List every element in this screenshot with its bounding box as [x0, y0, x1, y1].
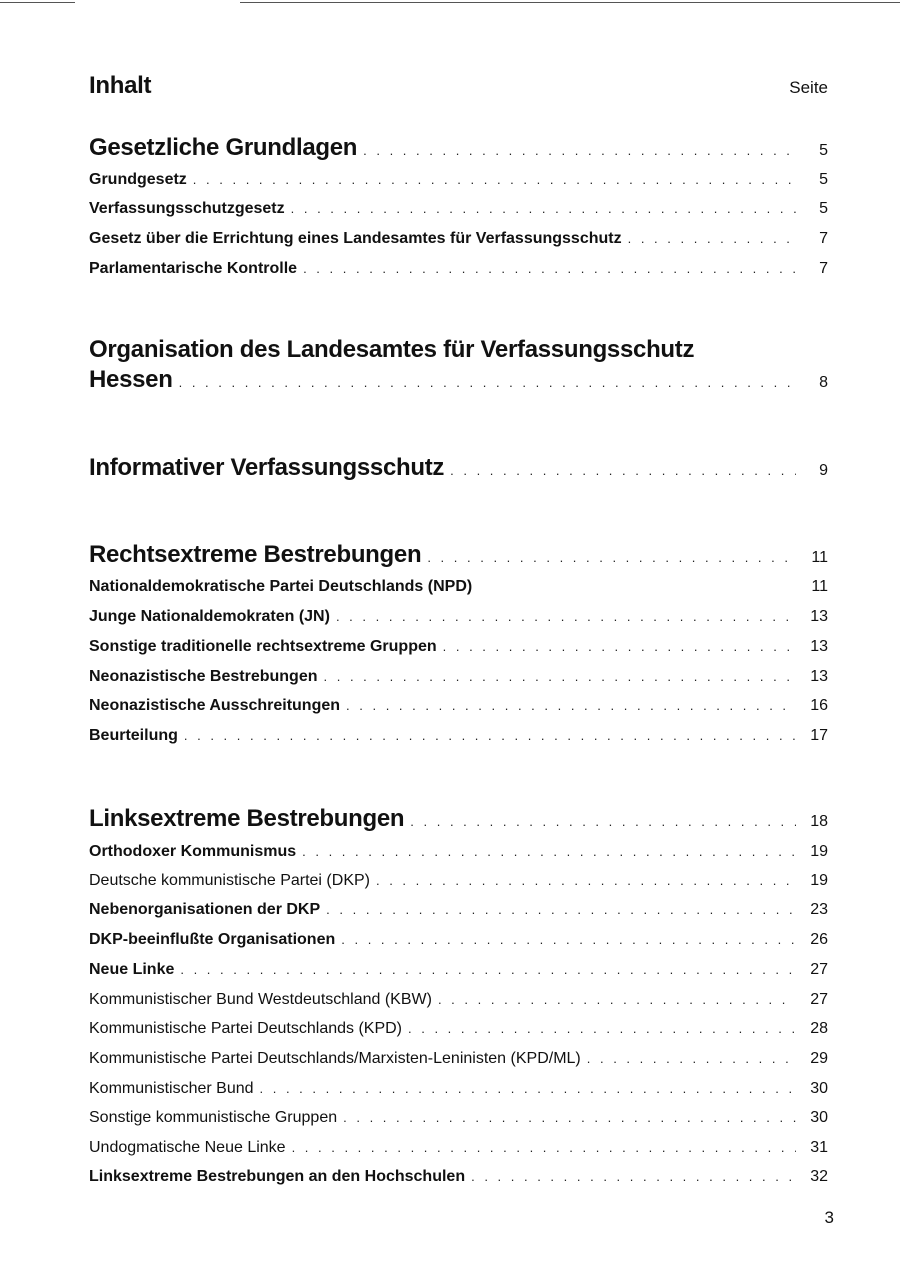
- dot-leader: [336, 609, 796, 624]
- toc-entry-kpd[interactable]: [89, 1020, 828, 1038]
- dot-leader: [180, 962, 796, 977]
- toc-entry-page: 29: [810, 1050, 828, 1067]
- toc-entry-label: Verfassungsschutzgesetz: [89, 200, 285, 217]
- dot-leader: [363, 143, 796, 158]
- dot-leader: [346, 698, 796, 713]
- toc-entry-label: Kommunistischer Bund: [89, 1080, 254, 1097]
- toc-entry-label: Rechtsextreme Bestrebungen: [89, 541, 422, 568]
- scan-edge-line-left: [0, 2, 75, 3]
- toc-entry-page: 26: [810, 931, 828, 948]
- dot-leader: [628, 231, 796, 246]
- toc-entry-label: Sonstige kommunistische Gruppen: [89, 1109, 338, 1126]
- dot-leader: [193, 172, 796, 187]
- toc-entry-label: Junge Nationaldemokraten (JN): [89, 608, 330, 625]
- toc-entry-page: 9: [819, 462, 828, 479]
- dot-leader: [471, 1169, 796, 1184]
- toc-entry-page: 5: [819, 142, 828, 159]
- toc-entry-page: 7: [819, 260, 828, 277]
- dot-leader: [291, 201, 796, 216]
- dot-leader: [326, 902, 796, 917]
- toc-entry-label: Nebenorganisationen der DKP: [89, 901, 321, 918]
- dot-leader: [260, 1081, 796, 1096]
- toc-entry-page: 11: [811, 578, 828, 595]
- toc-entry-page: 7: [819, 230, 828, 247]
- toc-entry-dkp-beeinflusste[interactable]: [89, 931, 828, 949]
- toc-entry-page: 30: [810, 1109, 828, 1126]
- toc-entry-page: 30: [810, 1080, 828, 1097]
- dot-leader: [450, 463, 796, 478]
- toc-entry-sonstige-rechtsextreme[interactable]: [89, 638, 828, 656]
- toc-entry-page: 18: [810, 813, 828, 830]
- dot-leader: [343, 1110, 796, 1125]
- toc-section-organisation-line1: Organisation des Landesamtes für Verfassungsschutz: [89, 336, 695, 363]
- toc-entry-page: 31: [810, 1139, 828, 1156]
- toc-entry-page: 5: [819, 200, 828, 217]
- toc-entry-page: 13: [810, 638, 828, 655]
- dot-leader: [443, 639, 796, 654]
- toc-section-rechtsextreme-bestrebungen[interactable]: [89, 541, 828, 569]
- toc-entry-grundgesetz[interactable]: [89, 171, 828, 189]
- toc-entry-label: Linksextreme Bestrebungen: [89, 805, 405, 832]
- dot-leader: [410, 814, 796, 829]
- dot-leader: [376, 873, 796, 888]
- toc-entry-label: Neue Linke: [89, 961, 175, 978]
- toc-section-gesetzliche-grundlagen[interactable]: [89, 134, 828, 162]
- toc-section-informativer-verfassungsschutz[interactable]: [89, 454, 828, 482]
- toc-entry-label: Sonstige traditionelle rechtsextreme Gruppen: [89, 638, 437, 655]
- toc-entry-page: 8: [819, 374, 828, 391]
- toc-entry-page: 27: [810, 961, 828, 978]
- toc-entry-kbw[interactable]: [89, 991, 828, 1009]
- toc-title: Inhalt: [89, 72, 152, 99]
- page-column-label: Seite: [789, 78, 828, 97]
- toc-entry-label: Neonazistische Ausschreitungen: [89, 697, 341, 714]
- toc-entry-page: 19: [810, 843, 828, 860]
- toc-entry-npd[interactable]: [89, 578, 828, 596]
- toc-entry-undogmatische-neue-linke[interactable]: [89, 1139, 828, 1157]
- toc-entry-page: 17: [810, 727, 828, 744]
- toc-entry-label: Linksextreme Bestrebungen an den Hochschulen: [89, 1168, 466, 1185]
- toc-entry-page: 19: [810, 872, 828, 889]
- toc-entry-page: 28: [810, 1020, 828, 1037]
- page-number: 3: [824, 1208, 834, 1227]
- toc-entry-label: Orthodoxer Kommunismus: [89, 843, 297, 860]
- toc-entry-sonstige-kommunistische[interactable]: [89, 1109, 828, 1127]
- toc-entry-label: Gesetz über die Errichtung eines Landesamtes für Verfassungsschutz: [89, 230, 622, 247]
- dot-leader: [184, 728, 796, 743]
- toc-entry-page: 11: [811, 549, 828, 566]
- toc-entry-label: Parlamentarische Kontrolle: [89, 260, 298, 277]
- toc-entry-label: Informativer Verfassungsschutz: [89, 454, 445, 481]
- dot-leader: [324, 669, 797, 684]
- toc-entry-kommunistischer-bund[interactable]: [89, 1080, 828, 1098]
- toc-entry-orthodoxer-kommunismus[interactable]: [89, 843, 828, 861]
- dot-leader: [292, 1140, 796, 1155]
- toc-entry-neonazistische-bestrebungen[interactable]: [89, 668, 828, 686]
- toc-entry-label: Beurteilung: [89, 727, 178, 744]
- toc-entry-kpd-ml[interactable]: [89, 1050, 828, 1068]
- dot-leader: [179, 375, 796, 390]
- dot-leader: [438, 992, 796, 1007]
- toc-entry-label: Kommunistischer Bund Westdeutschland (KBW): [89, 991, 432, 1008]
- toc-entry-page: 32: [810, 1168, 828, 1185]
- dot-leader: [427, 550, 796, 565]
- toc-entry-neue-linke[interactable]: [89, 961, 828, 979]
- toc-entry-label: Nationaldemokratische Partei Deutschlands (NPD): [89, 578, 473, 595]
- toc-entry-page: 16: [810, 697, 828, 714]
- toc-entry-label: Kommunistische Partei Deutschlands (KPD): [89, 1020, 403, 1037]
- toc-entry-page: 5: [819, 171, 828, 188]
- toc-entry-neonazistische-ausschreitungen[interactable]: [89, 697, 828, 715]
- dot-leader: [587, 1051, 796, 1066]
- toc-entry-nebenorganisationen[interactable]: [89, 901, 828, 919]
- toc-entry-label: Gesetzliche Grundlagen: [89, 134, 358, 161]
- toc-entry-label: Neonazistische Bestrebungen: [89, 668, 318, 685]
- toc-entry-label: Undogmatische Neue Linke: [89, 1139, 286, 1156]
- toc-entry-verfassungsschutzgesetz[interactable]: [89, 200, 828, 218]
- toc-entry-errichtungsgesetz[interactable]: [89, 230, 828, 248]
- toc-entry-label: Kommunistische Partei Deutschlands/Marxisten-Leninisten (KPD/ML): [89, 1050, 581, 1067]
- toc-entry-beurteilung[interactable]: [89, 727, 828, 745]
- toc-entry-label: Grundgesetz: [89, 171, 187, 188]
- dot-leader: [341, 932, 796, 947]
- toc-entry-parlamentarische-kontrolle[interactable]: [89, 260, 828, 278]
- dot-leader: [303, 261, 796, 276]
- toc-section-linksextreme-bestrebungen[interactable]: [89, 805, 828, 833]
- toc-entry-label: DKP-beeinflußte Organisationen: [89, 931, 336, 948]
- dot-leader: [302, 844, 796, 859]
- dot-leader: [408, 1021, 796, 1036]
- toc-entry-page: 27: [810, 991, 828, 1008]
- toc-entry-hochschulen[interactable]: [89, 1168, 828, 1186]
- table-of-contents: [89, 0, 828, 1276]
- toc-entry-page: 13: [810, 668, 828, 685]
- toc-entry-page: 23: [810, 901, 828, 918]
- toc-entry-page: 13: [810, 608, 828, 625]
- toc-entry-jn[interactable]: [89, 608, 828, 626]
- toc-entry-label: Deutsche kommunistische Partei (DKP): [89, 872, 370, 889]
- toc-entry-label: Hessen: [89, 366, 173, 393]
- toc-entry-dkp[interactable]: [89, 872, 828, 890]
- toc-section-organisation[interactable]: [89, 366, 828, 394]
